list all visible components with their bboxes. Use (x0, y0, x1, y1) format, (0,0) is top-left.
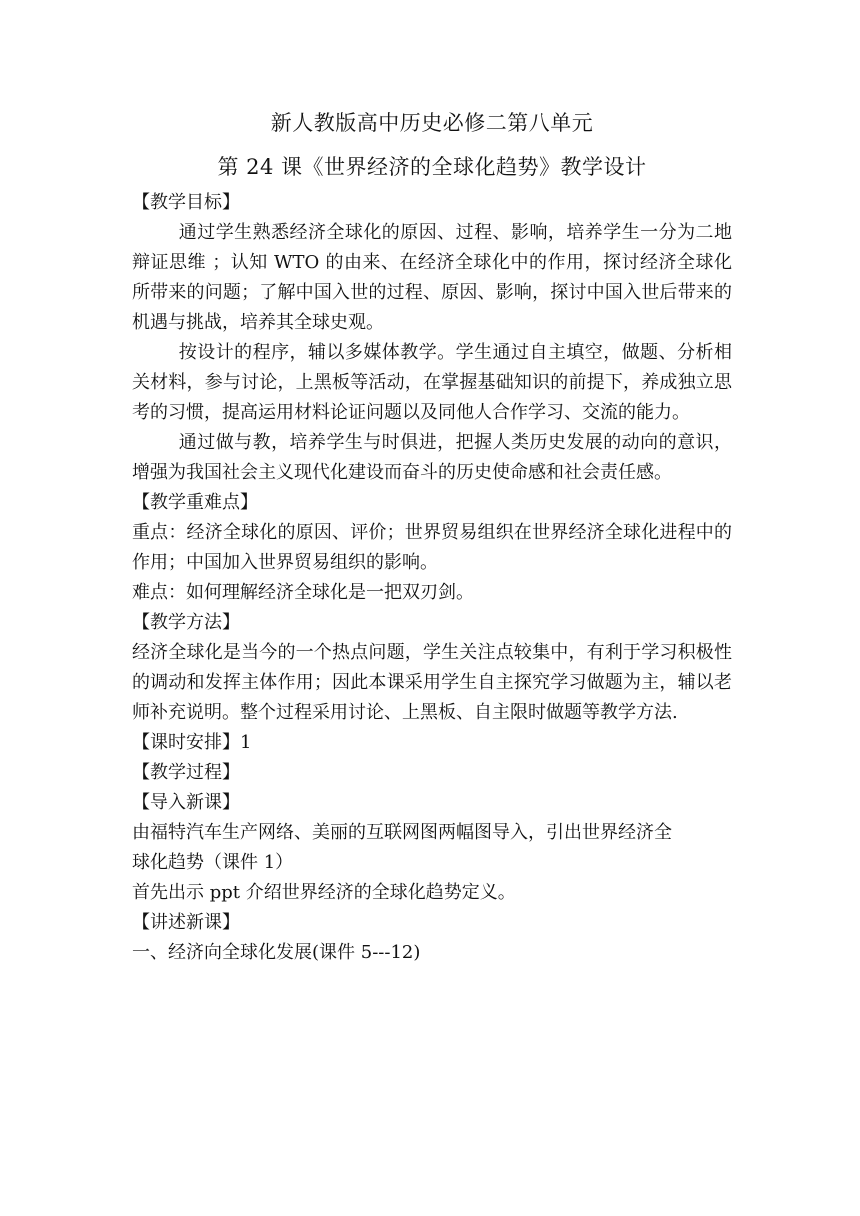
teaching-goals-paragraph-1: 通过学生熟悉经济全球化的原因、过程、影响，培养学生一分为二地辩证思维 ；认知 WTO 的由来、在经济全球化中的作用，探讨经济全球化所带来的问题；了解中国入世的过程、原因、影响，探讨中国入世后带来的机遇与挑战，培养其全球史观。 (132, 222, 732, 333)
teaching-methods-heading: 【教学方法】 (132, 612, 240, 633)
key-points-heading: 【教学重难点】 (132, 492, 258, 513)
intro-line-1: 由福特汽车生产网络、美丽的互联网图两幅图导入，引出世界经济全 (132, 822, 672, 843)
difficult-points-text: 难点：如何理解经济全球化是一把双刃剑。 (132, 582, 474, 603)
new-lesson-heading: 【讲述新课】 (132, 912, 240, 933)
intro-line-2: 球化趋势（课件 1） (132, 852, 294, 873)
teaching-goals-paragraph-3: 通过做与教，培养学生与时俱进，把握人类历史发展的动向的意识，增强为我国社会主义现代化建设而奋斗的历史使命感和社会责任感。 (132, 432, 732, 483)
teaching-methods-text: 经济全球化是当今的一个热点问题，学生关注点较集中，有利于学习积极性的调动和发挥主体作用；因此本课采用学生自主探究学习做题为主，辅以老师补充说明。整个过程采用讨论、上黑板、自主限时做题等教学方法. (132, 642, 732, 723)
document-title-line1: 新人教版高中历史必修二第八单元 (270, 111, 594, 135)
intro-heading: 【导入新课】 (132, 792, 240, 813)
section-1-heading: 一、经济向全球化发展(课件 5---12) (132, 942, 421, 963)
teaching-process-heading: 【教学过程】 (132, 762, 240, 783)
class-schedule: 【课时安排】1 (132, 732, 252, 753)
teaching-goals-heading: 【教学目标】 (132, 192, 240, 213)
intro-line-3: 首先出示 ppt 介绍世界经济的全球化趋势定义。 (132, 882, 516, 903)
teaching-goals-paragraph-2: 按设计的程序，辅以多媒体教学。学生通过自主填空，做题、分析相关材料，参与讨论，上黑板等活动，在掌握基础知识的前提下，养成独立思考的习惯，提高运用材料论证问题以及同他人合作学习、交流的能力。 (132, 342, 732, 423)
key-points-text: 重点：经济全球化的原因、评价；世界贸易组织在世界经济全球化进程中的作用；中国加入世界贸易组织的影响。 (132, 522, 732, 573)
document-title-line2: 第 24 课《世界经济的全球化趋势》教学设计 (217, 155, 647, 179)
